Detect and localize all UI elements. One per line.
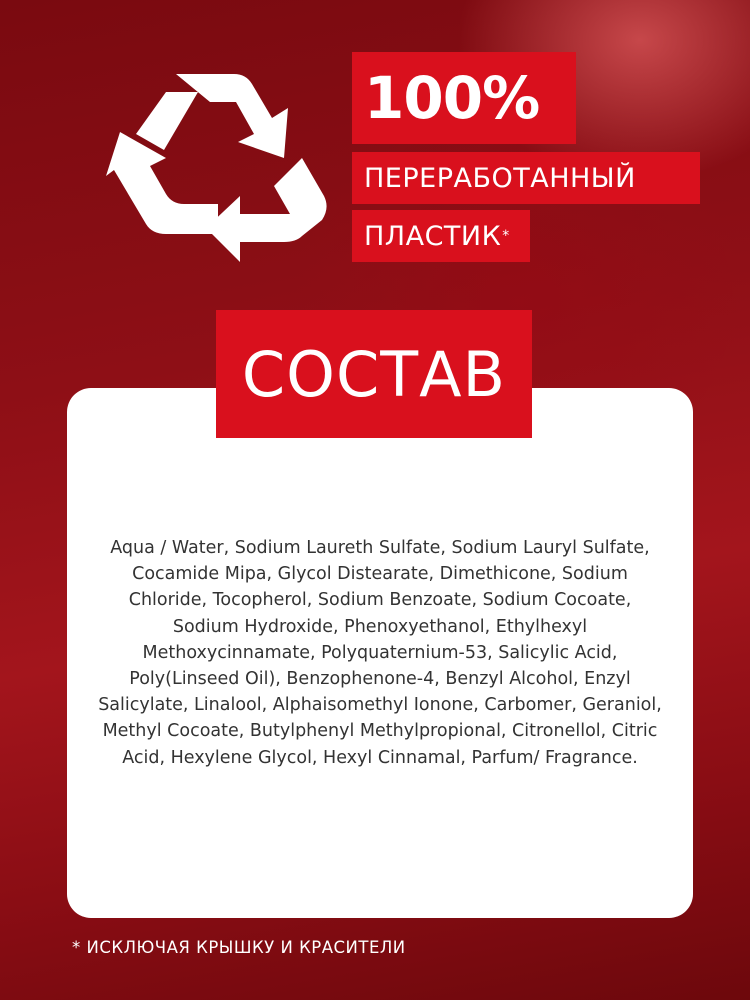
- recycle-icon: [106, 62, 328, 272]
- recycled-percent: 100%: [364, 64, 540, 132]
- recycled-label-badge: [352, 152, 700, 204]
- plastic-label: ПЛАСТИК: [364, 220, 502, 252]
- footnote-mark: *: [502, 228, 510, 244]
- plastic-label-badge: [352, 210, 530, 262]
- recycled-label: ПЕРЕРАБОТАННЫЙ: [364, 162, 636, 194]
- page-title: [216, 310, 532, 438]
- page-title-text: СОСТАВ: [241, 337, 507, 411]
- ingredients-list: Aqua / Water, Sodium Laureth Sulfate, Sodium Lauryl Sulfate, Cocamide Mipa, Glycol Distearate, Dimethicone, Sodium Chloride, Tocopherol, Sodium Benzoate, Sodium Cocoate, Sodium Hydroxide, Phenoxyethanol, Ethylhexyl Methoxycinnamate, Polyquaternium-53, Salicylic Acid, Poly(Linseed Oil), Benzophenone-4, Benzyl Alcohol, Enzyl Salicylate, Linalool, Alphaisomethyl Ionone, Carbomer, Geraniol, Methyl Cocoate, Butylphenyl Methylpropional, Citronellol, Citric Acid, Hexylene Glycol, Hexyl Cinnamal, Parfum/ Fragrance.: [98, 538, 662, 768]
- footnote: * ИСКЛЮЧАЯ КРЫШКУ И КРАСИТЕЛИ: [72, 938, 406, 957]
- recycled-percent-badge: [352, 52, 576, 144]
